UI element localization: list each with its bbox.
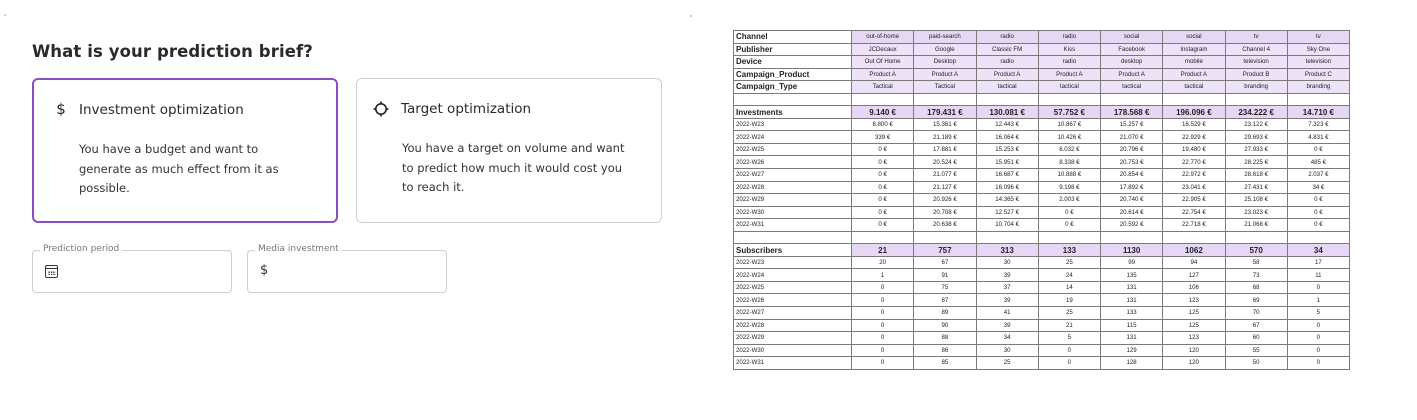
table-cell: 133 (1101, 307, 1163, 320)
row-label (734, 231, 852, 244)
table-cell: Tactical (852, 81, 914, 94)
data-table-image (733, 30, 1350, 369)
card-title: Target optimization (401, 101, 532, 117)
table-cell: Desktop (914, 56, 976, 69)
table-cell: Tactical (914, 81, 976, 94)
table-cell: 20.524 € (914, 156, 976, 169)
row-label: Investments (734, 106, 852, 119)
table-cell: 25 (1038, 307, 1100, 320)
table-cell (976, 93, 1038, 106)
table-cell: 25.108 € (1225, 194, 1287, 207)
table-cell: 0 € (1287, 206, 1349, 219)
table-cell: 34 (1287, 244, 1349, 257)
target-icon (373, 100, 389, 118)
table-cell: 17.881 € (914, 143, 976, 156)
table-cell: 23.122 € (1225, 118, 1287, 131)
card-description: You have a budget and want to generate as much effect from it as possible. (79, 142, 279, 195)
table-cell: 0 (852, 294, 914, 307)
table-cell: 30 (976, 344, 1038, 357)
table-cell: Product A (1101, 68, 1163, 81)
header-row (734, 68, 1350, 81)
table-row (734, 307, 1350, 320)
table-cell: radio (1038, 31, 1100, 44)
table-cell (1225, 231, 1287, 244)
row-label: Campaign_Type (734, 81, 852, 94)
table-cell: 131 (1101, 294, 1163, 307)
table-cell: 178.568 € (1101, 106, 1163, 119)
table-cell (1163, 93, 1225, 106)
table-row (734, 156, 1350, 169)
table-cell: 120 (1163, 344, 1225, 357)
table-cell: 22.770 € (1163, 156, 1225, 169)
table-cell: 0 (1287, 344, 1349, 357)
row-label: 2022-W26 (734, 156, 852, 169)
table-cell: 339 € (852, 131, 914, 144)
table-cell: 0 (1287, 357, 1349, 370)
table-cell: 58 (1225, 256, 1287, 269)
table-cell: 34 € (1287, 181, 1349, 194)
table-cell: 20.708 € (914, 206, 976, 219)
card-title: Investment optimization (79, 102, 244, 118)
table-cell: 0 (852, 344, 914, 357)
row-label: 2022-W27 (734, 169, 852, 182)
table-cell (852, 231, 914, 244)
table-cell: 570 (1225, 244, 1287, 257)
table-cell: desktop (1101, 56, 1163, 69)
table-cell: 22.929 € (1163, 131, 1225, 144)
table-cell: radio (1038, 56, 1100, 69)
table-cell: 0 € (852, 219, 914, 232)
table-row (734, 344, 1350, 357)
table-row (734, 219, 1350, 232)
table-cell: 75 (914, 281, 976, 294)
row-label (734, 93, 852, 106)
media-investment-field[interactable] (247, 244, 447, 293)
table-cell: 68 (1225, 281, 1287, 294)
table-cell (1287, 231, 1349, 244)
table-cell: 123 (1163, 294, 1225, 307)
row-label: 2022-W24 (734, 269, 852, 282)
table-cell: Google (914, 43, 976, 56)
row-label: 2022-W23 (734, 256, 852, 269)
table-cell: 0 € (1038, 206, 1100, 219)
table-cell: 21.189 € (914, 131, 976, 144)
investment-subscriber-table (733, 30, 1350, 370)
table-cell: 28.618 € (1225, 169, 1287, 182)
table-cell: branding (1225, 81, 1287, 94)
table-cell: 130.081 € (976, 106, 1038, 119)
decorative-dot (690, 15, 692, 17)
table-cell: 20.926 € (914, 194, 976, 207)
table-cell: 120 (1163, 357, 1225, 370)
dollar-icon: $ (260, 263, 269, 278)
table-cell: Channel 4 (1225, 43, 1287, 56)
table-cell: 234.222 € (1225, 106, 1287, 119)
table-cell: Product A (914, 68, 976, 81)
row-label: Campaign_Product (734, 68, 852, 81)
prediction-period-label: Prediction period (40, 244, 122, 254)
table-cell: 106 (1163, 281, 1225, 294)
table-cell (1101, 231, 1163, 244)
row-label: 2022-W28 (734, 319, 852, 332)
table-cell: 39 (976, 319, 1038, 332)
table-cell: 99 (1101, 256, 1163, 269)
row-label: 2022-W27 (734, 307, 852, 320)
table-cell: 2.003 € (1038, 194, 1100, 207)
table-cell: 15.951 € (976, 156, 1038, 169)
table-cell (1225, 93, 1287, 106)
table-cell: 90 (914, 319, 976, 332)
table-cell: 115 (1101, 319, 1163, 332)
row-label: Publisher (734, 43, 852, 56)
table-row (734, 206, 1350, 219)
table-cell: 485 € (1287, 156, 1349, 169)
table-cell: 21.127 € (914, 181, 976, 194)
table-cell: 57.752 € (1038, 106, 1100, 119)
row-label: 2022-W28 (734, 181, 852, 194)
table-cell: 20.638 € (914, 219, 976, 232)
row-label: 2022-W23 (734, 118, 852, 131)
table-cell: 5 (1287, 307, 1349, 320)
table-cell: 0 € (1287, 194, 1349, 207)
dollar-icon: $ (56, 100, 66, 118)
table-cell: 16.529 € (1163, 118, 1225, 131)
table-cell: 131 (1101, 332, 1163, 345)
table-row (734, 131, 1350, 144)
table-cell: 19.480 € (1163, 143, 1225, 156)
table-cell: 19 (1038, 294, 1100, 307)
row-label: 2022-W29 (734, 194, 852, 207)
table-cell: 20.614 € (1101, 206, 1163, 219)
table-cell (914, 93, 976, 106)
table-cell: 12.527 € (976, 206, 1038, 219)
table-cell (1038, 231, 1100, 244)
table-cell: tactical (1163, 81, 1225, 94)
table-cell: 196.096 € (1163, 106, 1225, 119)
header-row (734, 56, 1350, 69)
table-cell: 28.225 € (1225, 156, 1287, 169)
table-row (734, 281, 1350, 294)
table-cell: 25 (976, 357, 1038, 370)
table-cell: 15.257 € (1101, 118, 1163, 131)
table-cell: 22.754 € (1163, 206, 1225, 219)
table-cell: 0 € (1287, 219, 1349, 232)
table-cell: Out Of Home (852, 56, 914, 69)
table-cell: 94 (1163, 256, 1225, 269)
table-cell: 16.096 € (976, 181, 1038, 194)
table-cell: 21.077 € (914, 169, 976, 182)
table-cell: 39 (976, 269, 1038, 282)
header-row (734, 81, 1350, 94)
table-cell: 10.888 € (1038, 169, 1100, 182)
table-cell: 0 € (852, 143, 914, 156)
table-cell (1101, 93, 1163, 106)
table-cell: 0 (1287, 281, 1349, 294)
table-row (734, 143, 1350, 156)
table-cell: 24 (1038, 269, 1100, 282)
table-cell: 16.687 € (976, 169, 1038, 182)
table-cell: 23.041 € (1163, 181, 1225, 194)
row-label: Device (734, 56, 852, 69)
table-cell: 0 (1038, 344, 1100, 357)
table-cell: 12.443 € (976, 118, 1038, 131)
table-cell: 123 (1163, 332, 1225, 345)
table-cell: 0 € (852, 156, 914, 169)
table-cell: 20.740 € (1101, 194, 1163, 207)
table-cell: 0 € (852, 206, 914, 219)
subscribers-total-row (734, 244, 1350, 257)
table-cell: 0 (852, 332, 914, 345)
row-label: 2022-W31 (734, 219, 852, 232)
prediction-period-field[interactable] (32, 244, 232, 293)
table-cell: 69 (1225, 294, 1287, 307)
header-row (734, 31, 1350, 44)
table-cell: 37 (976, 281, 1038, 294)
table-cell: tv (1287, 31, 1349, 44)
table-cell: 55 (1225, 344, 1287, 357)
table-cell: 0 (1287, 332, 1349, 345)
table-cell: 27.431 € (1225, 181, 1287, 194)
table-cell: 10.704 € (976, 219, 1038, 232)
table-cell: tv (1225, 31, 1287, 44)
row-label: 2022-W29 (734, 332, 852, 345)
table-cell: 20.753 € (1101, 156, 1163, 169)
table-cell: 50 (1225, 357, 1287, 370)
table-cell: 22.718 € (1163, 219, 1225, 232)
table-cell: 9.198 € (1038, 181, 1100, 194)
table-cell: social (1163, 31, 1225, 44)
table-cell: Product B (1225, 68, 1287, 81)
table-row (734, 118, 1350, 131)
table-cell: 125 (1163, 319, 1225, 332)
table-cell: 27.933 € (1225, 143, 1287, 156)
table-cell: 22.905 € (1163, 194, 1225, 207)
table-cell: 0 (852, 307, 914, 320)
table-cell: 131 (1101, 281, 1163, 294)
header-row (734, 43, 1350, 56)
table-cell: 0 € (1038, 219, 1100, 232)
table-cell: 2.037 € (1287, 169, 1349, 182)
table-cell: 0 (852, 281, 914, 294)
table-cell: Sky One (1287, 43, 1349, 56)
decorative-dot (4, 14, 6, 16)
table-cell: tactical (1038, 81, 1100, 94)
table-cell: 14 (1038, 281, 1100, 294)
table-cell: 0 € (852, 194, 914, 207)
table-cell: 22.972 € (1163, 169, 1225, 182)
table-cell: 20 (852, 256, 914, 269)
table-cell: 30 (976, 256, 1038, 269)
table-cell: 0 € (852, 169, 914, 182)
blank-row (734, 93, 1350, 106)
table-cell: 0 (852, 319, 914, 332)
table-cell: paid-search (914, 31, 976, 44)
table-cell: 21 (1038, 319, 1100, 332)
table-cell: 20.796 € (1101, 143, 1163, 156)
table-cell: 127 (1163, 269, 1225, 282)
table-cell: 91 (914, 269, 976, 282)
table-row (734, 181, 1350, 194)
table-cell: 86 (914, 344, 976, 357)
table-cell: 11 (1287, 269, 1349, 282)
table-cell: Classic FM (976, 43, 1038, 56)
row-label: 2022-W31 (734, 357, 852, 370)
media-investment-label: Media investment (255, 244, 342, 254)
table-cell: branding (1287, 81, 1349, 94)
table-cell: 14.710 € (1287, 106, 1349, 119)
table-row (734, 256, 1350, 269)
table-cell: Product A (1163, 68, 1225, 81)
table-cell: 15.253 € (976, 143, 1038, 156)
table-cell: mobile (1163, 56, 1225, 69)
table-cell: 20.592 € (1101, 219, 1163, 232)
table-cell: 87 (914, 294, 976, 307)
table-cell: Product A (852, 68, 914, 81)
table-cell: 8.800 € (852, 118, 914, 131)
table-cell: 34 (976, 332, 1038, 345)
table-cell: 70 (1225, 307, 1287, 320)
table-cell: tactical (1101, 81, 1163, 94)
calendar-icon[interactable] (45, 265, 58, 278)
table-cell: 23.023 € (1225, 206, 1287, 219)
table-cell: 16.064 € (976, 131, 1038, 144)
table-cell: Kiss (1038, 43, 1100, 56)
table-cell: 88 (914, 332, 976, 345)
table-cell: tactical (976, 81, 1038, 94)
table-cell: 67 (1225, 319, 1287, 332)
table-cell: 129 (1101, 344, 1163, 357)
row-label: Channel (734, 31, 852, 44)
table-cell: television (1225, 56, 1287, 69)
table-cell: JCDecaux (852, 43, 914, 56)
table-cell: 10.426 € (1038, 131, 1100, 144)
table-row (734, 294, 1350, 307)
table-cell: 21.070 € (1101, 131, 1163, 144)
table-cell: Instagram (1163, 43, 1225, 56)
table-row (734, 194, 1350, 207)
target-optimization-card[interactable] (356, 78, 662, 223)
table-cell: Product A (976, 68, 1038, 81)
table-cell: 313 (976, 244, 1038, 257)
row-label: Subscribers (734, 244, 852, 257)
table-cell: 21.068 € (1225, 219, 1287, 232)
table-cell (914, 231, 976, 244)
table-cell: 4.831 € (1287, 131, 1349, 144)
table-cell: 17.892 € (1101, 181, 1163, 194)
table-cell: 73 (1225, 269, 1287, 282)
row-label: 2022-W26 (734, 294, 852, 307)
table-cell: 10.867 € (1038, 118, 1100, 131)
table-cell: 25 (1038, 256, 1100, 269)
table-cell: 757 (914, 244, 976, 257)
table-cell (1163, 231, 1225, 244)
table-cell (852, 93, 914, 106)
table-cell: 8.338 € (1038, 156, 1100, 169)
card-description: You have a target on volume and want to predict how much it would cost you to reach it. (402, 141, 625, 194)
table-cell: 15.361 € (914, 118, 976, 131)
table-cell: 14.365 € (976, 194, 1038, 207)
table-cell: 67 (914, 256, 976, 269)
table-cell: 1130 (1101, 244, 1163, 257)
row-label: 2022-W30 (734, 206, 852, 219)
table-row (734, 357, 1350, 370)
table-cell: 20.854 € (1101, 169, 1163, 182)
table-cell: 125 (1163, 307, 1225, 320)
table-cell: 39 (976, 294, 1038, 307)
table-cell: Product A (1038, 68, 1100, 81)
table-cell: 135 (1101, 269, 1163, 282)
table-row (734, 332, 1350, 345)
table-cell: 1062 (1163, 244, 1225, 257)
prediction-period-input[interactable] (63, 263, 223, 281)
table-cell: 0 (1287, 319, 1349, 332)
table-cell: 89 (914, 307, 976, 320)
blank-row (734, 231, 1350, 244)
row-label: 2022-W25 (734, 281, 852, 294)
table-cell (1038, 93, 1100, 106)
table-cell: 133 (1038, 244, 1100, 257)
table-cell: 29.693 € (1225, 131, 1287, 144)
table-cell: Product C (1287, 68, 1349, 81)
table-cell: 60 (1225, 332, 1287, 345)
table-cell: 85 (914, 357, 976, 370)
table-cell: 21 (852, 244, 914, 257)
table-cell: 17 (1287, 256, 1349, 269)
table-cell: radio (976, 56, 1038, 69)
table-cell (1287, 93, 1349, 106)
row-label: 2022-W25 (734, 143, 852, 156)
table-cell: Facebook (1101, 43, 1163, 56)
table-row (734, 319, 1350, 332)
page-title: What is your prediction brief? (32, 42, 313, 61)
table-cell (976, 231, 1038, 244)
table-cell: radio (976, 31, 1038, 44)
investments-total-row (734, 106, 1350, 119)
media-investment-input[interactable] (278, 263, 438, 281)
row-label: 2022-W24 (734, 131, 852, 144)
table-cell: 128 (1101, 357, 1163, 370)
table-cell: 0 € (852, 181, 914, 194)
table-row (734, 269, 1350, 282)
table-cell: 7.323 € (1287, 118, 1349, 131)
table-cell: television (1287, 56, 1349, 69)
table-cell: 0 € (1287, 143, 1349, 156)
table-cell: out-of-home (852, 31, 914, 44)
investment-optimization-card[interactable] (32, 78, 338, 223)
row-label: 2022-W30 (734, 344, 852, 357)
table-cell: 9.140 € (852, 106, 914, 119)
table-cell: 0 (852, 357, 914, 370)
table-row (734, 169, 1350, 182)
table-cell: 1 (1287, 294, 1349, 307)
table-cell: 1 (852, 269, 914, 282)
table-cell: social (1101, 31, 1163, 44)
table-cell: 6.032 € (1038, 143, 1100, 156)
table-cell: 0 (1038, 357, 1100, 370)
table-cell: 41 (976, 307, 1038, 320)
table-cell: 179.431 € (914, 106, 976, 119)
table-cell: 5 (1038, 332, 1100, 345)
